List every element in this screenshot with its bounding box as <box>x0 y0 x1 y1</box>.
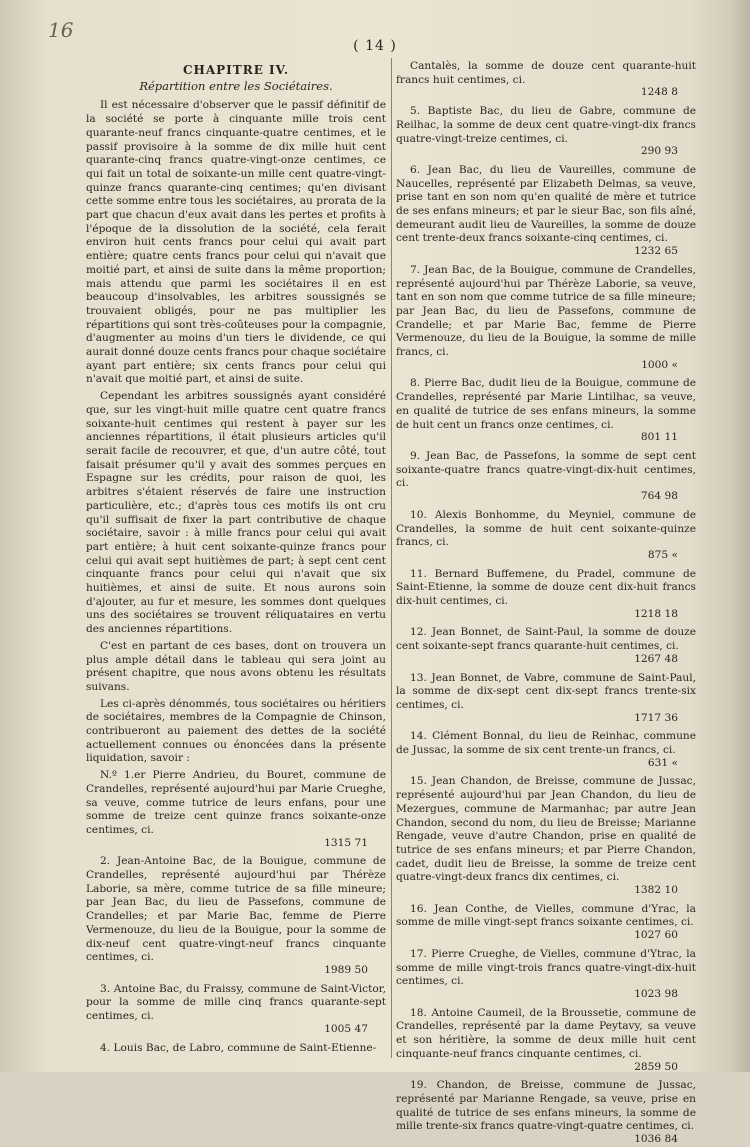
entry-text: 17. Pierre Crueghe, de Vielles, commune d'Ytrac, la somme de mille vingt-trois francs quatre-vingt-dix-huit centimes, ci. <box>396 947 696 988</box>
entry-amount: 1989 50 <box>324 964 368 976</box>
list-item <box>396 672 696 726</box>
list-item <box>396 626 696 666</box>
entry-text: 5. Baptiste Bac, du lieu de Gabre, commune de Reilhac, la somme de deux cent quatre-vingt-dix francs quatre-vingt-treize centimes, ci. <box>396 105 696 145</box>
entry-amount: 1218 18 <box>634 607 678 620</box>
list-item <box>86 769 386 850</box>
entry-text: Cantalès, la somme de douze cent quarante-huit francs huit centimes, ci. <box>396 60 696 86</box>
entry-amount: 1382 10 <box>634 884 678 897</box>
entry-text: 9. Jean Bac, de Passefons, la somme de sept cent soixante-quatre francs quatre-vingt-dix-huit centimes, ci. <box>396 449 696 490</box>
entry-amount: 1267 48 <box>634 652 678 665</box>
entry-amount: 1248 8 <box>640 86 678 99</box>
page-edge <box>728 0 750 1072</box>
left-column <box>86 60 386 1060</box>
chapter-title: CHAPITRE IV. <box>182 63 290 77</box>
entry-text: 11. Bernard Buffemene, du Pradel, commune de Saint-Etienne, la somme de douze cent dix-huit francs dix-huit centimes, ci. <box>396 567 696 608</box>
entry-amount: 875 « <box>647 548 678 561</box>
list-item <box>396 509 696 563</box>
entry-amount: 1023 98 <box>634 988 678 1000</box>
list-item <box>396 264 696 373</box>
entry-text: 14. Clément Bonnal, du lieu de Reinhac, commune de Jussac, la somme de six cent trente-un francs, ci. <box>396 730 696 757</box>
entry-amount: 290 93 <box>640 145 678 158</box>
list-item <box>396 105 696 159</box>
list-item <box>396 568 696 622</box>
paragraph: Il est nécessaire d'observer que le passif définitif de la société se porte à cinquante mille trois cent quarante-neuf francs cinquante-quatre centimes, et le passif provisoire à la somme de dix mille huit cent quarante-cinq francs quatre-vingt-onze centimes, ce qui fait un total de soixante-un mille cent quatre-vingt-quinze francs quarante-cinq centimes; qu'en divisant cette somme entre tous les sociétaires, au prorata de la part que chacun d'eux avait dans les pertes et profits à l'époque de la dissolution de la société, cela ferait environ huit cents francs pour celui qui avait part entière; quatre cents francs pour celui qui n'avait que moitié part, et ainsi de suite dans la même proportion; mais attendu que parmi les sociétaires il en est beaucoup d'insolvables, les arbitres soussignés se trouvaient obligés, pour ne pas multiplier les répartitions qui sont très-coûteuses pour la compagnie, d'augmenter au moins d'un tiers le dividende, ce qui aurait donné douze cents francs pour chaque sociétaire ayant part entière; six cents francs pour celui qui n'avait que moitié part, et ainsi de suite. <box>86 99 386 386</box>
entry-amount: 764 98 <box>640 490 678 503</box>
list-item <box>396 377 696 445</box>
paragraph: Les ci-après dénommés, tous sociétaires ou héritiers de sociétaires, membres de la Compagnie de Chinson, contribueront au paiement des dettes de la société actuellement connues ou énoncées dans la présente liquidation, savoir : <box>86 697 386 765</box>
handwritten-note: 16 <box>48 18 74 42</box>
entry-text: 10. Alexis Bonhomme, du Meyniel, commune de Crandelles, la somme de huit cent soixante-quinze francs, ci. <box>396 508 696 549</box>
list-item <box>396 948 696 1002</box>
list-item <box>86 855 386 977</box>
list-item <box>396 1007 696 1075</box>
entry-amount: 1027 60 <box>634 929 678 942</box>
entry-amount: 1232 65 <box>634 245 678 258</box>
entry-amount: 1000 « <box>641 358 678 371</box>
entry-amount: 1717 36 <box>634 711 678 724</box>
entry-text: N.º 1.er Pierre Andrieu, du Bouret, commune de Crandelles, représenté aujourd'hui par Marie Crueghe, sa veuve, comme tutrice de leurs enfans, pour une somme de treize cent quinze francs soixante-onze centimes, ci. <box>86 769 386 836</box>
list-item <box>86 983 386 1037</box>
entry-amount: 801 11 <box>640 431 678 444</box>
list-item <box>396 450 696 504</box>
entry-text: 18. Antoine Caumeil, de la Broussetie, commune de Crandelles, représenté par la dame Peytavy, sa veuve et son héritière, la somme de deux mille huit cent cinquante-neuf francs cinquante centimes, ci. <box>396 1006 696 1060</box>
entry-amount: 631 « <box>647 756 678 769</box>
entry-text: 7. Jean Bac, de la Bouigue, commune de Crandelles, représenté aujourd'hui par Thérèze Laborie, sa veuve, tant en son nom que comme tutrice de sa fille mineure; par Jean Bac, du lieu de Passefons, commune de Crandelle; et par Marie Bac, femme de Pierre Vermenouze, du lieu de la Bouigue, la somme de mille francs, ci. <box>396 263 696 359</box>
entry-amount: 2859 50 <box>634 1060 678 1073</box>
page-number: ( 14 ) <box>353 38 397 54</box>
entry-text: 4. Louis Bac, de Labro, commune de Saint-Etienne- <box>100 1041 377 1054</box>
paragraph: C'est en partant de ces bases, dont on trouvera un plus ample détail dans le tableau qui sera joint au présent chapitre, que nous avons obtenu les résultats suivans. <box>86 639 386 693</box>
list-item <box>396 60 696 100</box>
entry-text: 8. Pierre Bac, dudit lieu de la Bouigue, commune de Crandelles, représenté par Marie Lintilhac, sa veuve, en qualité de tutrice de ses enfans mineurs, la somme de huit cent un francs onze centimes, ci. <box>396 377 696 431</box>
entry-text: 12. Jean Bonnet, de Saint-Paul, la somme de douze cent soixante-sept francs quarante-huit centimes, ci. <box>396 626 696 653</box>
entry-text: 16. Jean Conthe, de Vielles, commune d'Yrac, la somme de mille vingt-sept francs soixante centimes, ci. <box>396 902 696 929</box>
entry-text: 19. Chandon, de Breisse, commune de Jussac, représenté par Marianne Rengade, sa veuve, prise en qualité de tutrice de ses enfans mineurs, la somme de mille trente-six francs quatre-vingt-quatre centimes, ci. <box>396 1079 696 1133</box>
entry-amount: 1315 71 <box>324 836 368 849</box>
list-item <box>396 730 696 770</box>
list-item <box>396 1079 696 1147</box>
entry-text: 2. Jean-Antoine Bac, de la Bouigue, commune de Crandelles, représenté aujourd'hui par Thérèze Laborie, sa mère, comme tutrice de sa fille mineure; par Jean Bac, du lieu de Passefons, commune de Crandelles; et par Marie Bac, femme de Pierre Vermenouze, du lieu de la Bouigue, pour la somme de dix-neuf cent quatre-vingt-neuf francs cinquante centimes, ci. <box>86 855 386 964</box>
entry-text: 15. Jean Chandon, de Breisse, commune de Jussac, représenté aujourd'hui par Jean Chandon, du lieu de Mezergues, commune de Marmanhac; par autre Jean Chandon, second du nom, du lieu de Breisse; Marianne Rengade, veuve d'autre Chandon, prise en qualité de tutrice de ses enfans mineurs; et par Pierre Chandon, cadet, dudit lieu de Breisse, la somme de treize cent quatre-vingt-deux francs dix centimes, ci. <box>396 775 696 884</box>
entry-text: 6. Jean Bac, du lieu de Vaureilles, commune de Naucelles, représenté par Elizabeth Delmas, sa veuve, prise tant en son nom qu'en qualité de mère et tutrice de ses enfans mineurs; et par le sieur Bac, son fils aîné, demeurant audit lieu de Vaureilles, la somme de douze cent trente-deux francs soixante-cinq centimes, ci. <box>396 163 696 245</box>
list-item <box>396 164 696 259</box>
entry-text: 13. Jean Bonnet, de Vabre, commune de Saint-Paul, la somme de dix-sept cent dix-sept francs trente-six centimes, ci. <box>396 671 696 711</box>
paragraph: Cependant les arbitres soussignés ayant considéré que, sur les vingt-huit mille quatre cent quatre francs soixante-huit centimes qui restent à payer sur les anciennes répartitions, il était plusieurs articles qu'il serait facile de recouvrer, et que, d'un autre côté, tout faisait présumer qu'il y avait des sommes perçues en Espagne sur les crédits, pour raison de quoi, les arbitres s'étaient réservés de faire une instruction particulière, etc.; d'après tous ces motifs ils ont cru qu'il suffisait de fixer la part contributive de chaque sociétaire, savoir : à mille francs pour celui qui avait part entière; à huit cent soixante-quinze francs pour celui qui avait sept huitièmes de part; à sept cent cent cinquante francs pour celui qui n'avait que six huitièmes, et ainsi de suite. Et nous aurons soin d'ajouter, au fur et mesure, les sommes dont quelques uns des sociétaires se trouvent réliquataires en vertu des anciennes répartitions. <box>86 390 386 636</box>
entry-amount: 1036 84 <box>634 1133 678 1146</box>
entry-text: 3. Antoine Bac, du Fraissy, commune de Saint-Victor, pour la somme de mille cinq francs quarante-sept centimes, ci. <box>86 982 386 1023</box>
list-item <box>396 775 696 897</box>
right-column <box>396 60 696 1146</box>
list-item <box>86 1042 386 1056</box>
entry-amount: 1005 47 <box>324 1022 368 1035</box>
chapter-subtitle: Répartition entre les Sociétaires. <box>139 78 333 93</box>
list-item <box>396 903 696 943</box>
column-divider <box>391 58 392 1058</box>
